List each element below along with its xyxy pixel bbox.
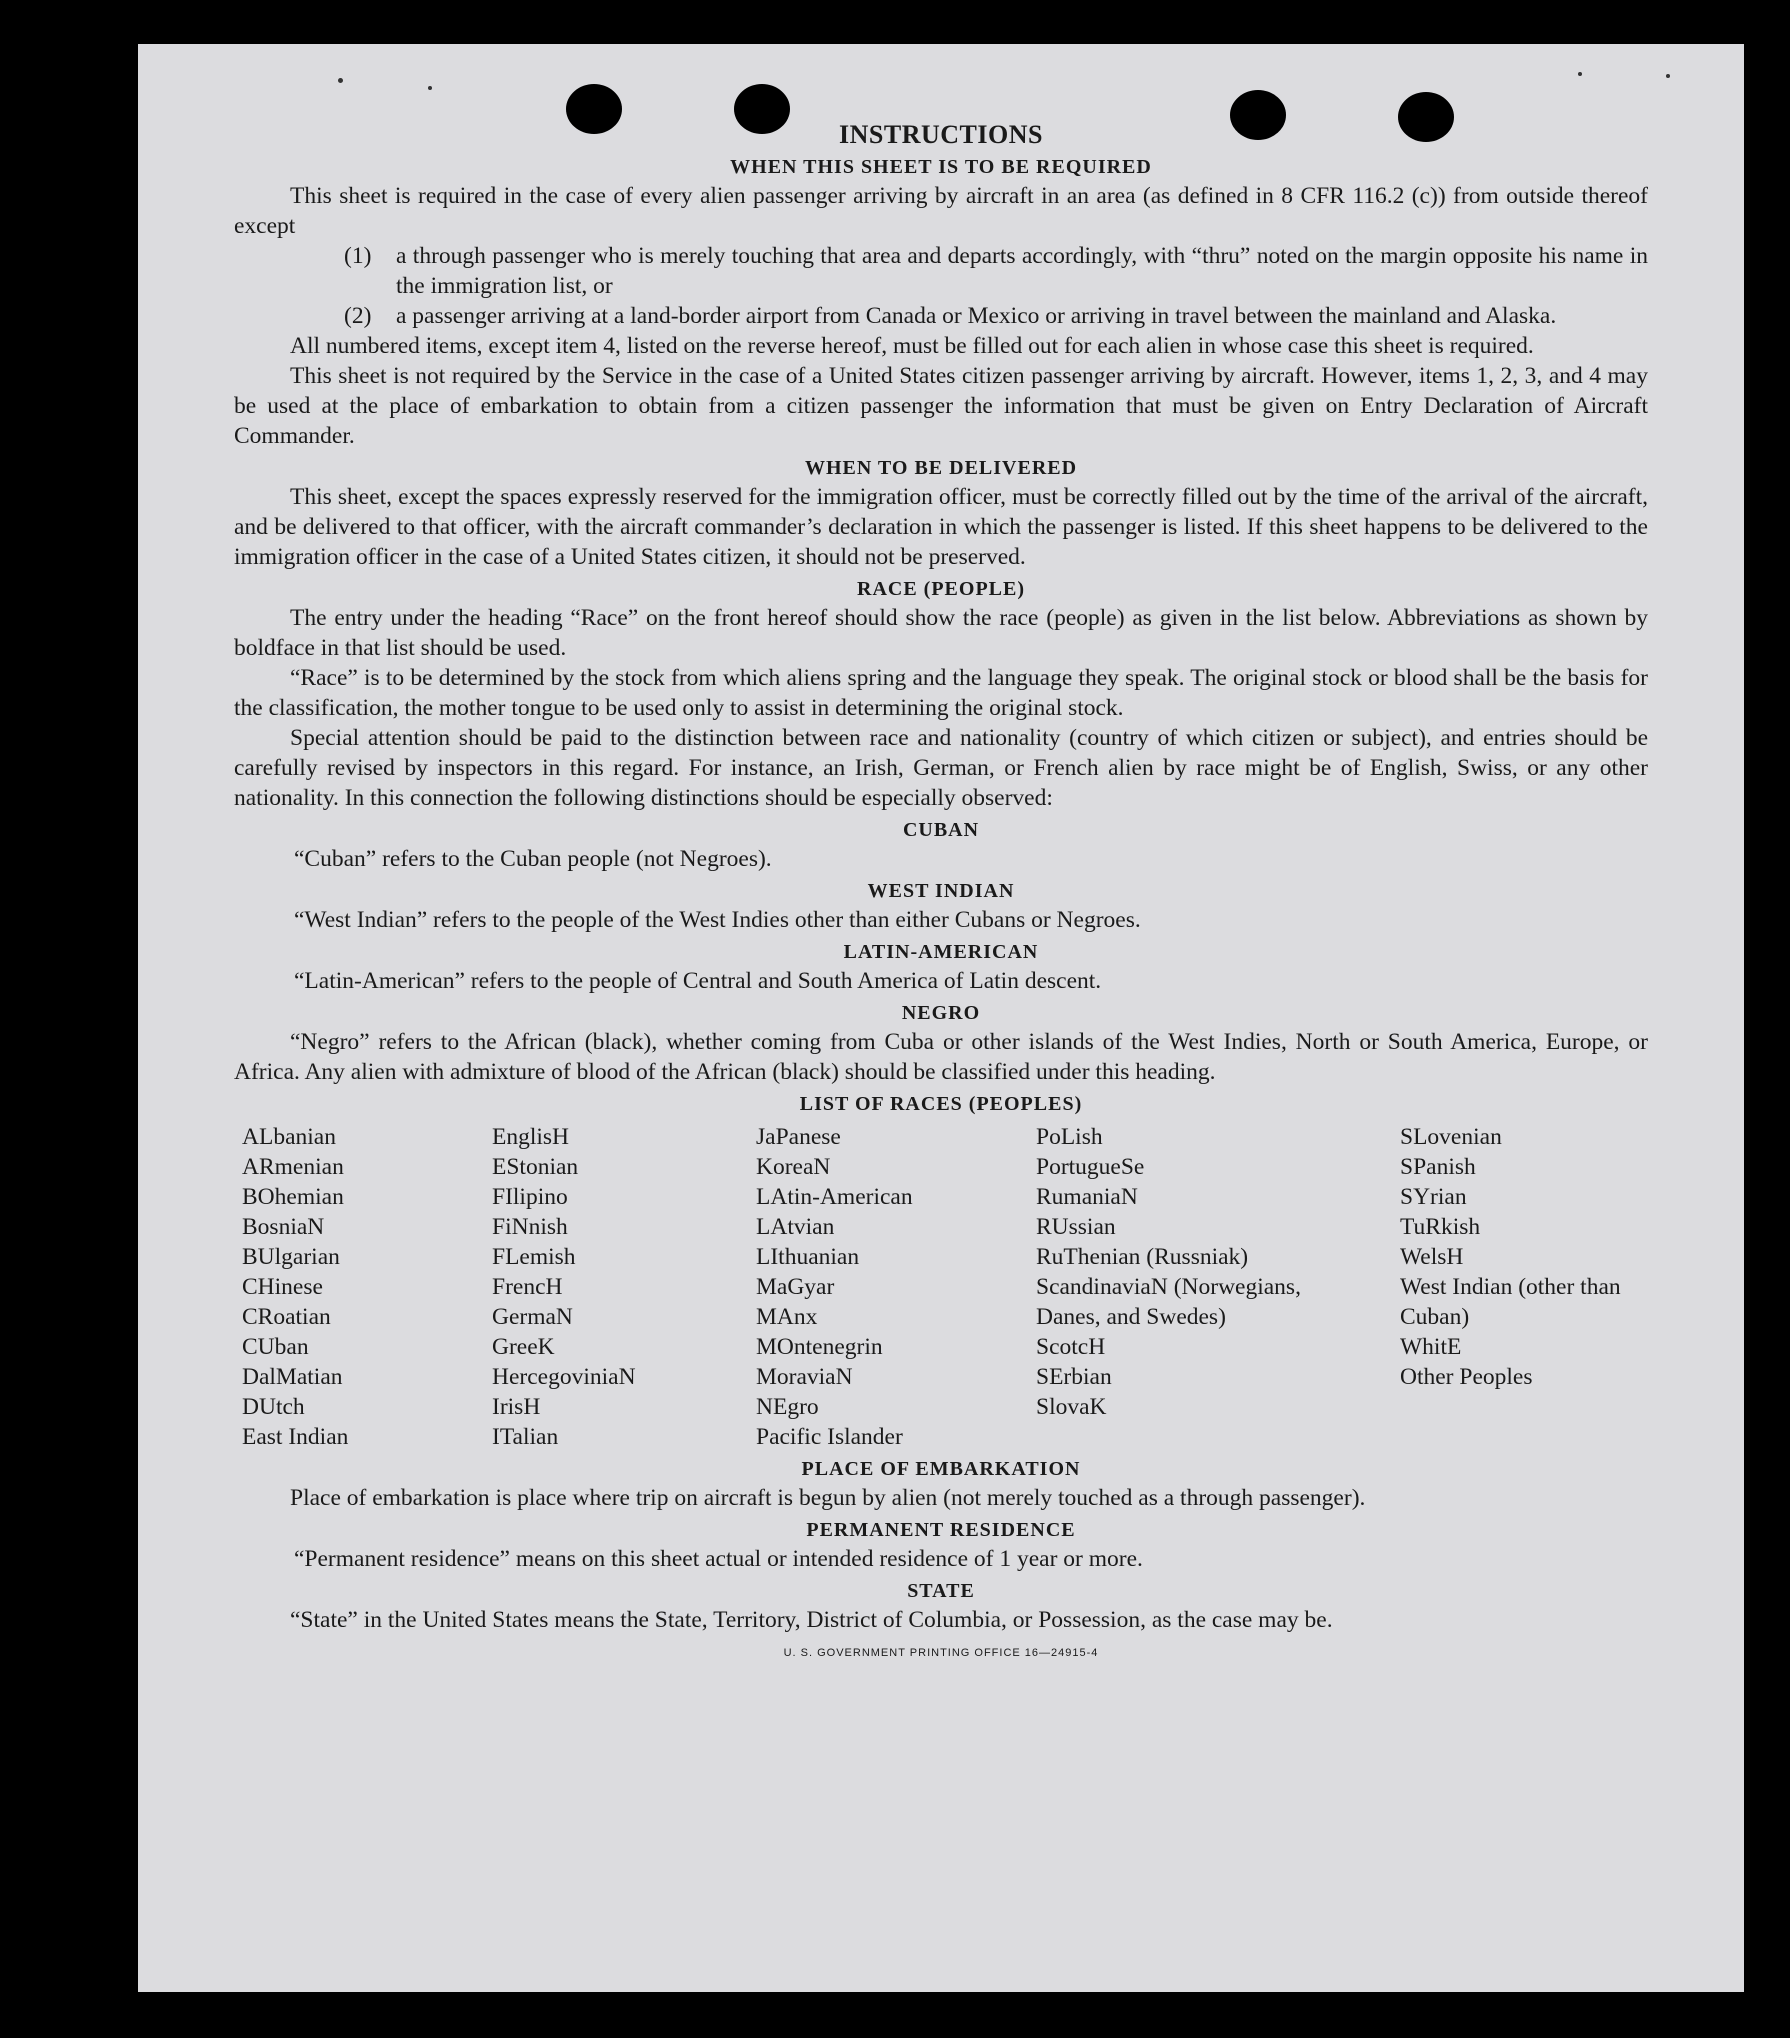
race-entry: ITalian [492, 1424, 559, 1450]
heading-race: RACE (PEOPLE) [857, 578, 1025, 600]
race-entry: ALbanian [242, 1124, 336, 1150]
heading-delivered: WHEN TO BE DELIVERED [804, 457, 1078, 479]
race-entry: SlovaK [1036, 1394, 1107, 1420]
heading-state: STATE [907, 1580, 975, 1602]
races-column [1036, 1122, 1400, 1452]
races-column [242, 1122, 492, 1452]
paragraph: This sheet is required in the case of every alien passenger arriving by aircraft in an area (as defined in 8 CFR 116.2 (c)) from outside thereof except [234, 183, 1648, 239]
race-entry: CHinese [242, 1274, 323, 1300]
race-entry: EnglisH [492, 1124, 570, 1150]
race-entry: WhitE [1400, 1334, 1462, 1360]
instructions-content [234, 120, 1648, 1659]
definition-state: “State” in the United States means the State, Territory, District of Columbia, or Possession, as the case may be. [290, 1607, 1333, 1633]
item-text: a through passenger who is merely touching that area and departs accordingly, with “thru” noted on the margin opposite his name in the immigration list, or [396, 243, 1648, 299]
heading-west-indian: WEST INDIAN [867, 880, 1015, 902]
race-entry: PortugueSe [1036, 1154, 1145, 1180]
item-text: a passenger arriving at a land-border airport from Canada or Mexico or arriving in travel between the mainland and Alaska. [396, 303, 1557, 329]
item-number: (2) [344, 303, 372, 329]
heading-required: WHEN THIS SHEET IS TO BE REQUIRED [730, 156, 1152, 178]
list-item [234, 241, 1648, 301]
race-entry: RuThenian (Russniak) [1036, 1244, 1249, 1270]
speck [338, 78, 343, 83]
race-entry: FLemish [492, 1244, 576, 1270]
race-entry: SPanish [1400, 1154, 1476, 1180]
race-entry: JaPanese [756, 1124, 841, 1150]
definition-latin-american: “Latin-American” refers to the people of Central and South America of Latin descent. [294, 968, 1102, 994]
race-entry: EStonian [492, 1154, 579, 1180]
race-entry: BOhemian [242, 1184, 344, 1210]
race-entry: BUlgarian [242, 1244, 340, 1270]
race-entry: DalMatian [242, 1364, 343, 1390]
list-item [234, 301, 1648, 331]
speck [1666, 74, 1670, 78]
races-column [756, 1122, 1036, 1452]
race-entry: IrisH [492, 1394, 541, 1420]
race-entry: MoraviaN [756, 1364, 853, 1390]
race-entry: ScandinaviaN (Norwegians, Danes, and Swedes) [1036, 1274, 1301, 1330]
paragraph: This sheet, except the spaces expressly reserved for the immigration officer, must be correctly filled out by the time of the arrival of the aircraft, and be delivered to that officer, with the aircraft commander’s declaration in which the passenger is listed. If this sheet happens to be delivered to the immigration officer in the case of a United States citizen, it should not be preserved. [234, 484, 1648, 570]
race-entry: WelsH [1400, 1244, 1464, 1270]
paragraph: Place of embarkation is place where trip on aircraft is begun by alien (not merely touched as a through passenger). [290, 1485, 1366, 1511]
printer-imprint: U. S. GOVERNMENT PRINTING OFFICE 16—24915-4 [783, 1647, 1099, 1659]
race-entry: RUssian [1036, 1214, 1116, 1240]
race-entry: RumaniaN [1036, 1184, 1138, 1210]
heading-embarkation: PLACE OF EMBARKATION [801, 1458, 1081, 1480]
heading-list-of-races: LIST OF RACES (PEOPLES) [799, 1093, 1083, 1115]
item-number: (1) [344, 243, 372, 269]
race-entry: ScotcH [1036, 1334, 1106, 1360]
definition-residence: “Permanent residence” means on this sheet actual or intended residence of 1 year or more. [294, 1546, 1143, 1572]
race-entry: MOntenegrin [756, 1334, 883, 1360]
races-table [242, 1122, 1648, 1452]
race-entry: TuRkish [1400, 1214, 1481, 1240]
race-entry: FrencH [492, 1274, 563, 1300]
race-entry: MaGyar [756, 1274, 835, 1300]
race-entry: CRoatian [242, 1304, 331, 1330]
document-sheet [138, 44, 1744, 1992]
race-entry: MAnx [756, 1304, 818, 1330]
heading-permanent-residence: PERMANENT RESIDENCE [806, 1519, 1076, 1541]
heading-latin-american: LATIN-AMERICAN [843, 941, 1039, 963]
race-entry: BosniaN [242, 1214, 325, 1240]
race-entry: LAtvian [756, 1214, 835, 1240]
race-entry: ARmenian [242, 1154, 344, 1180]
heading-cuban: CUBAN [902, 819, 980, 841]
race-entry: NEgro [756, 1394, 819, 1420]
race-entry: Other Peoples [1400, 1364, 1533, 1390]
paragraph: “Race” is to be determined by the stock from which aliens spring and the language they speak. The original stock or blood shall be the basis for the classification, the mother tongue to be used only to assist in determining the original stock. [234, 665, 1648, 721]
paragraph: This sheet is not required by the Service in the case of a United States citizen passenger arriving by aircraft. However, items 1, 2, 3, and 4 may be used at the place of embarkation to obtain from a citizen passenger the information that must be given on Entry Declaration of Aircraft Commander. [234, 363, 1648, 449]
race-entry: SYrian [1400, 1184, 1467, 1210]
race-entry: GermaN [492, 1304, 573, 1330]
race-entry: FiNnish [492, 1214, 568, 1240]
paragraph: Special attention should be paid to the distinction between race and nationality (country of which citizen or subject), and entries should be carefully revised by inspectors in this regard. For instance, an Irish, German, or French alien by race might be of English, Swiss, or any other nationality. In this connection the following distinctions should be especially observed: [234, 725, 1648, 811]
races-column [492, 1122, 756, 1452]
speck [428, 86, 432, 90]
race-entry: CUban [242, 1334, 309, 1360]
page-title: INSTRUCTIONS [839, 120, 1043, 149]
race-entry: East Indian [242, 1424, 349, 1450]
race-entry: West Indian (other than Cuban) [1400, 1274, 1621, 1330]
race-entry: SErbian [1036, 1364, 1112, 1390]
race-entry: SLovenian [1400, 1124, 1502, 1150]
paragraph: The entry under the heading “Race” on the front hereof should show the race (people) as given in the list below. Abbreviations as shown by boldface in that list should be used. [234, 605, 1648, 661]
race-entry: LIthuanian [756, 1244, 860, 1270]
race-entry: HercegoviniaN [492, 1364, 636, 1390]
definition-negro: “Negro” refers to the African (black), whether coming from Cuba or other islands of the West Indies, North or South America, Europe, or Africa. Any alien with admixture of blood of the African (black) should be classified under this heading. [234, 1029, 1648, 1085]
race-entry: GreeK [492, 1334, 555, 1360]
speck [1578, 72, 1582, 76]
race-entry: FIlipino [492, 1184, 568, 1210]
race-entry: DUtch [242, 1394, 305, 1420]
race-entry: LAtin-American [756, 1184, 913, 1210]
heading-negro: NEGRO [901, 1002, 981, 1024]
definition-west-indian: “West Indian” refers to the people of the West Indies other than either Cubans or Negroes. [294, 907, 1141, 933]
races-column [1400, 1122, 1652, 1452]
definition-cuban: “Cuban” refers to the Cuban people (not Negroes). [294, 846, 772, 872]
race-entry: KoreaN [756, 1154, 831, 1180]
race-entry: PoLish [1036, 1124, 1103, 1150]
race-entry: Pacific Islander [756, 1424, 903, 1450]
paragraph: All numbered items, except item 4, listed on the reverse hereof, must be filled out for each alien in whose case this sheet is required. [290, 333, 1534, 359]
